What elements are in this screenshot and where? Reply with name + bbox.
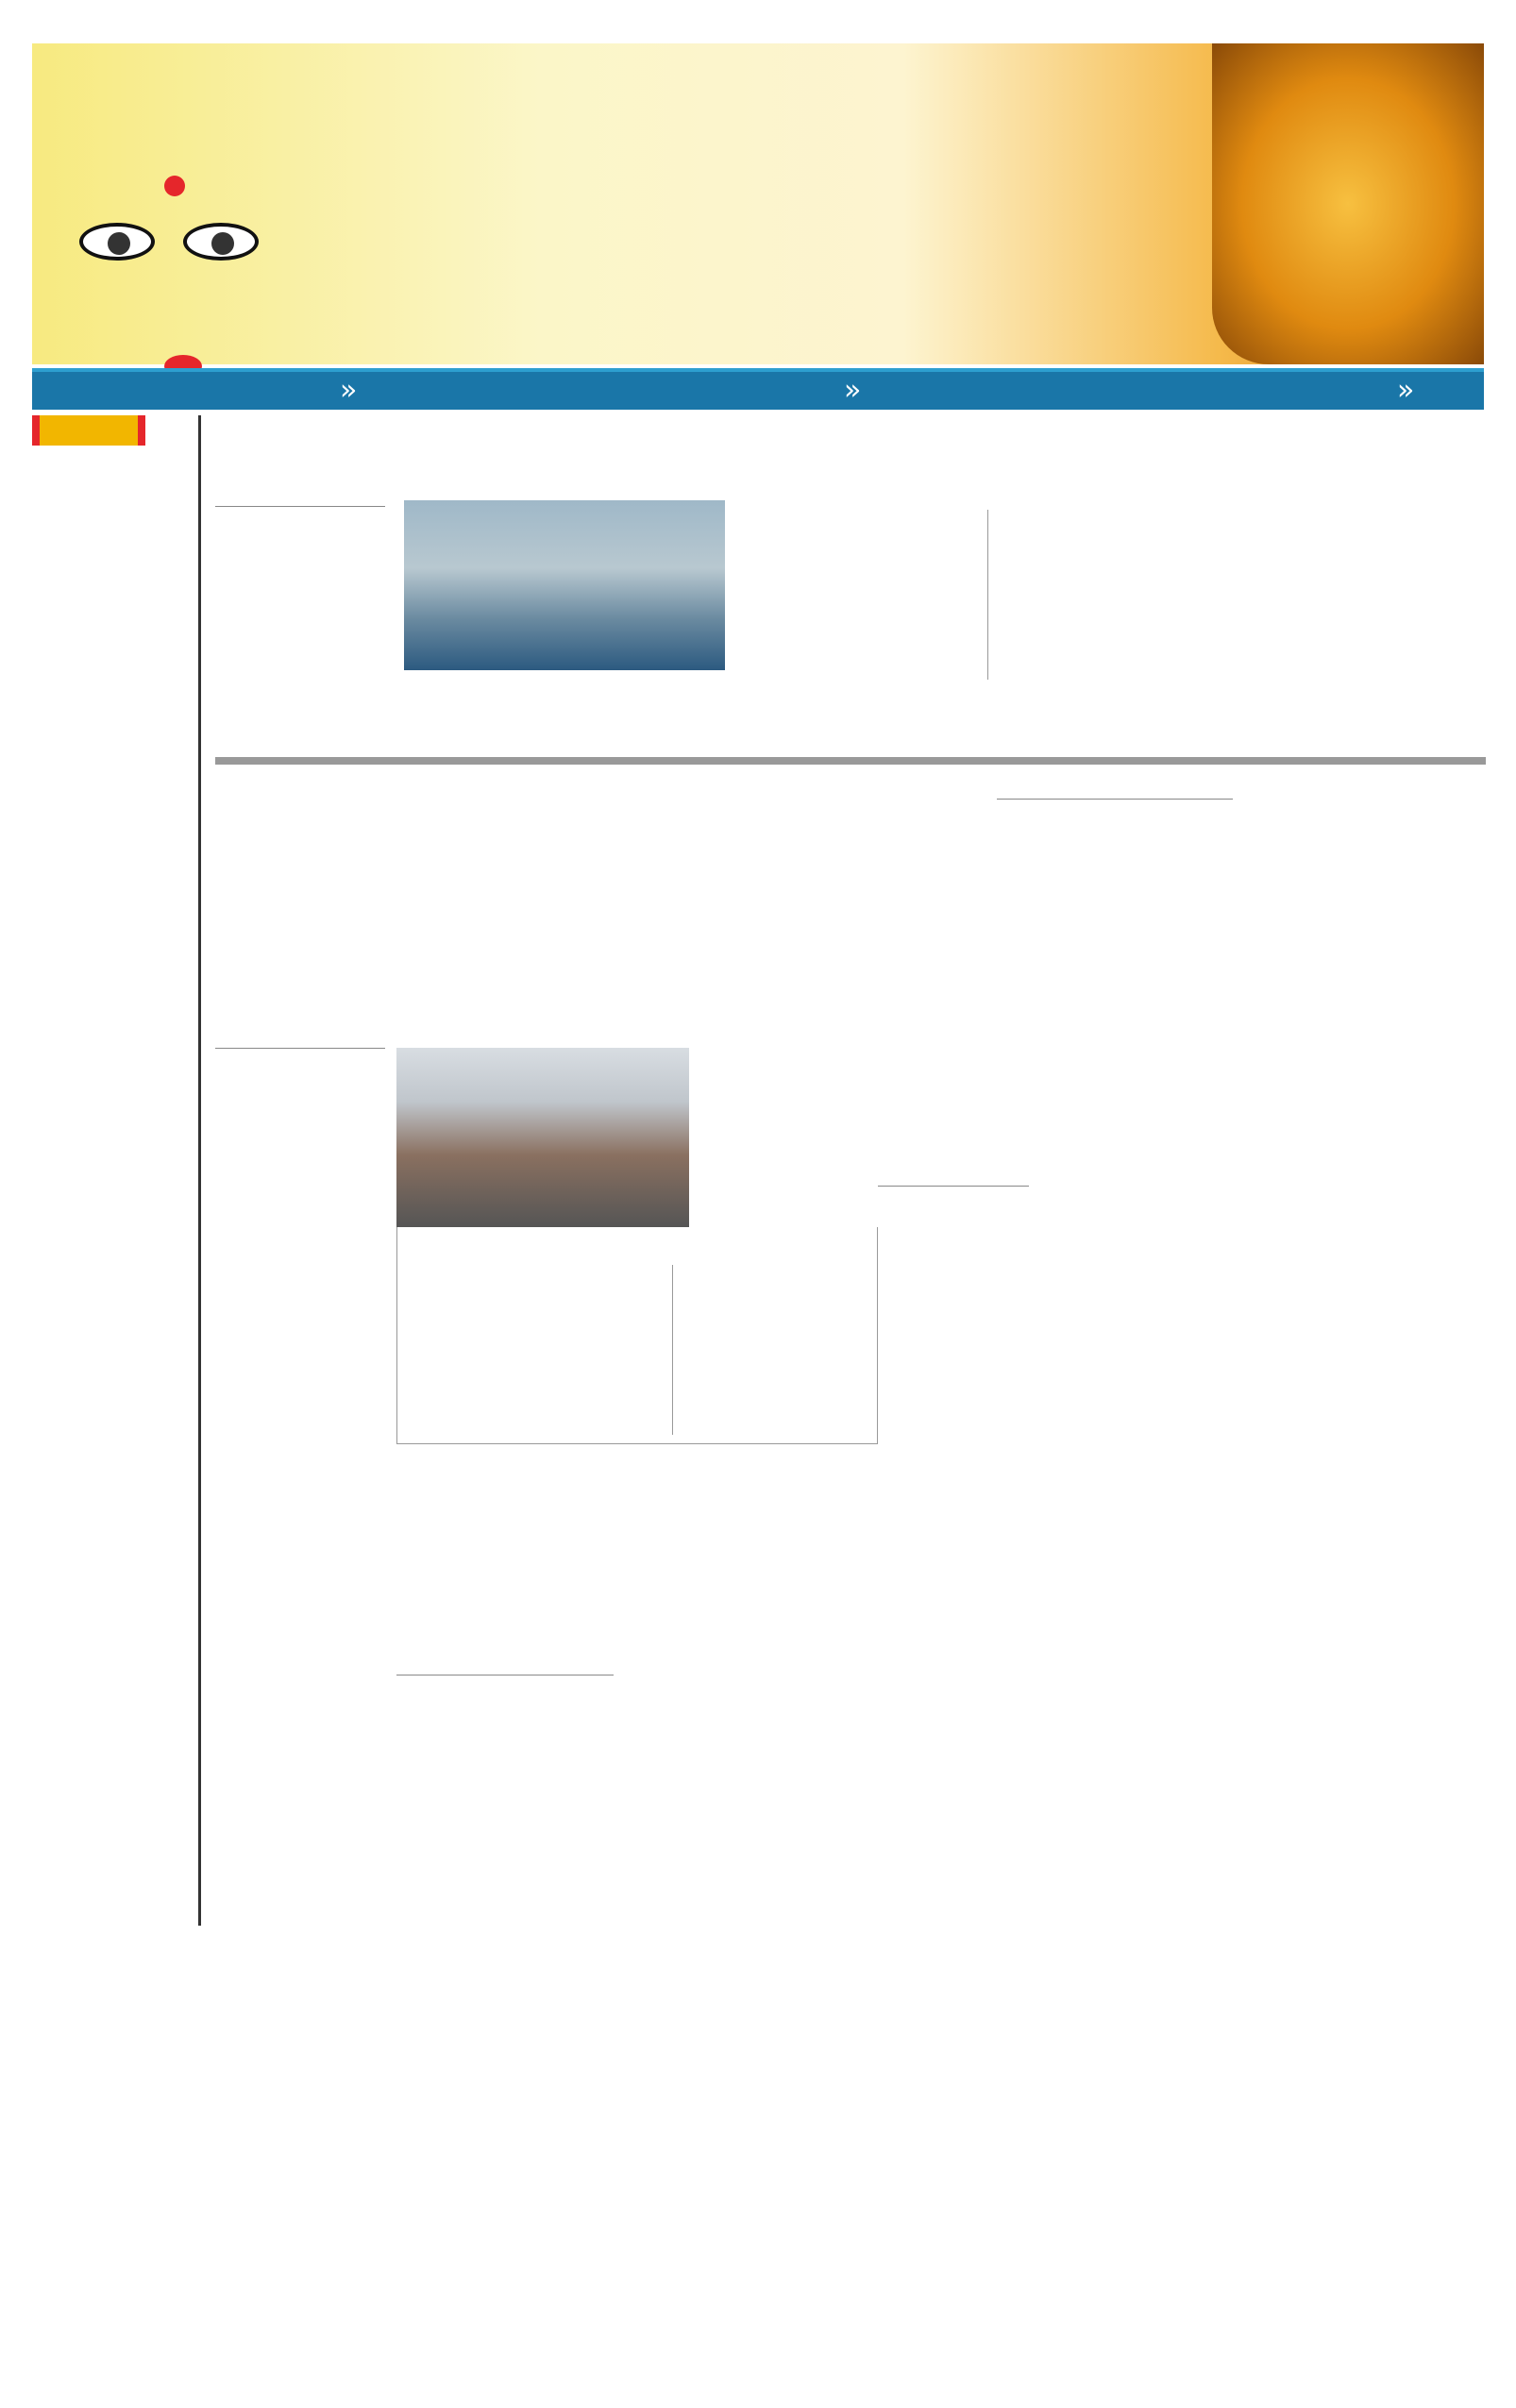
vp-pakistan-story [997,500,1417,504]
lpg-box [1038,1180,1486,1184]
buxar-body [215,1058,385,1549]
chevron-right-icon: » [844,374,862,407]
ek-nazar-column [34,455,191,463]
column-divider [672,1265,673,1435]
teaser-link-rail[interactable] [381,372,816,413]
saraogi-dateline [396,1669,614,1675]
ek-nazar-label [32,415,145,446]
schemes-story [412,1265,666,1269]
buxar-photo [396,1048,689,1227]
goddess-image [1212,43,1484,364]
jdu-story [997,783,1484,809]
chevron-right-icon: » [340,374,358,407]
column-divider [987,510,988,680]
buxar-dateline [215,1042,385,1049]
lead-dateline [215,500,385,507]
jdu-dateline [997,793,1233,800]
lead-photo [404,500,725,670]
column-divider [198,415,201,1926]
jdu-body-2 [1246,793,1482,809]
fuel-body [878,1194,1029,1524]
masthead [32,43,1484,364]
teaser-bar [32,368,1484,410]
durga-eyes-icon [70,157,278,327]
section-divider [215,757,1486,765]
teaser-page-number [1420,372,1476,413]
industry-box [713,1038,873,1042]
teaser-link-cricket[interactable] [929,372,1382,413]
schemes-box [396,1227,878,1444]
chevron-right-icon: » [1397,374,1415,407]
fuel-story [878,1180,1029,1524]
fuel-dateline [878,1180,1029,1187]
teaser-page-number [863,372,919,413]
saraogi-story [396,1669,614,1685]
buxar-story [215,1042,385,1549]
temple-story [680,1246,873,1250]
email-link[interactable] [32,372,334,413]
lead-story [215,500,385,516]
